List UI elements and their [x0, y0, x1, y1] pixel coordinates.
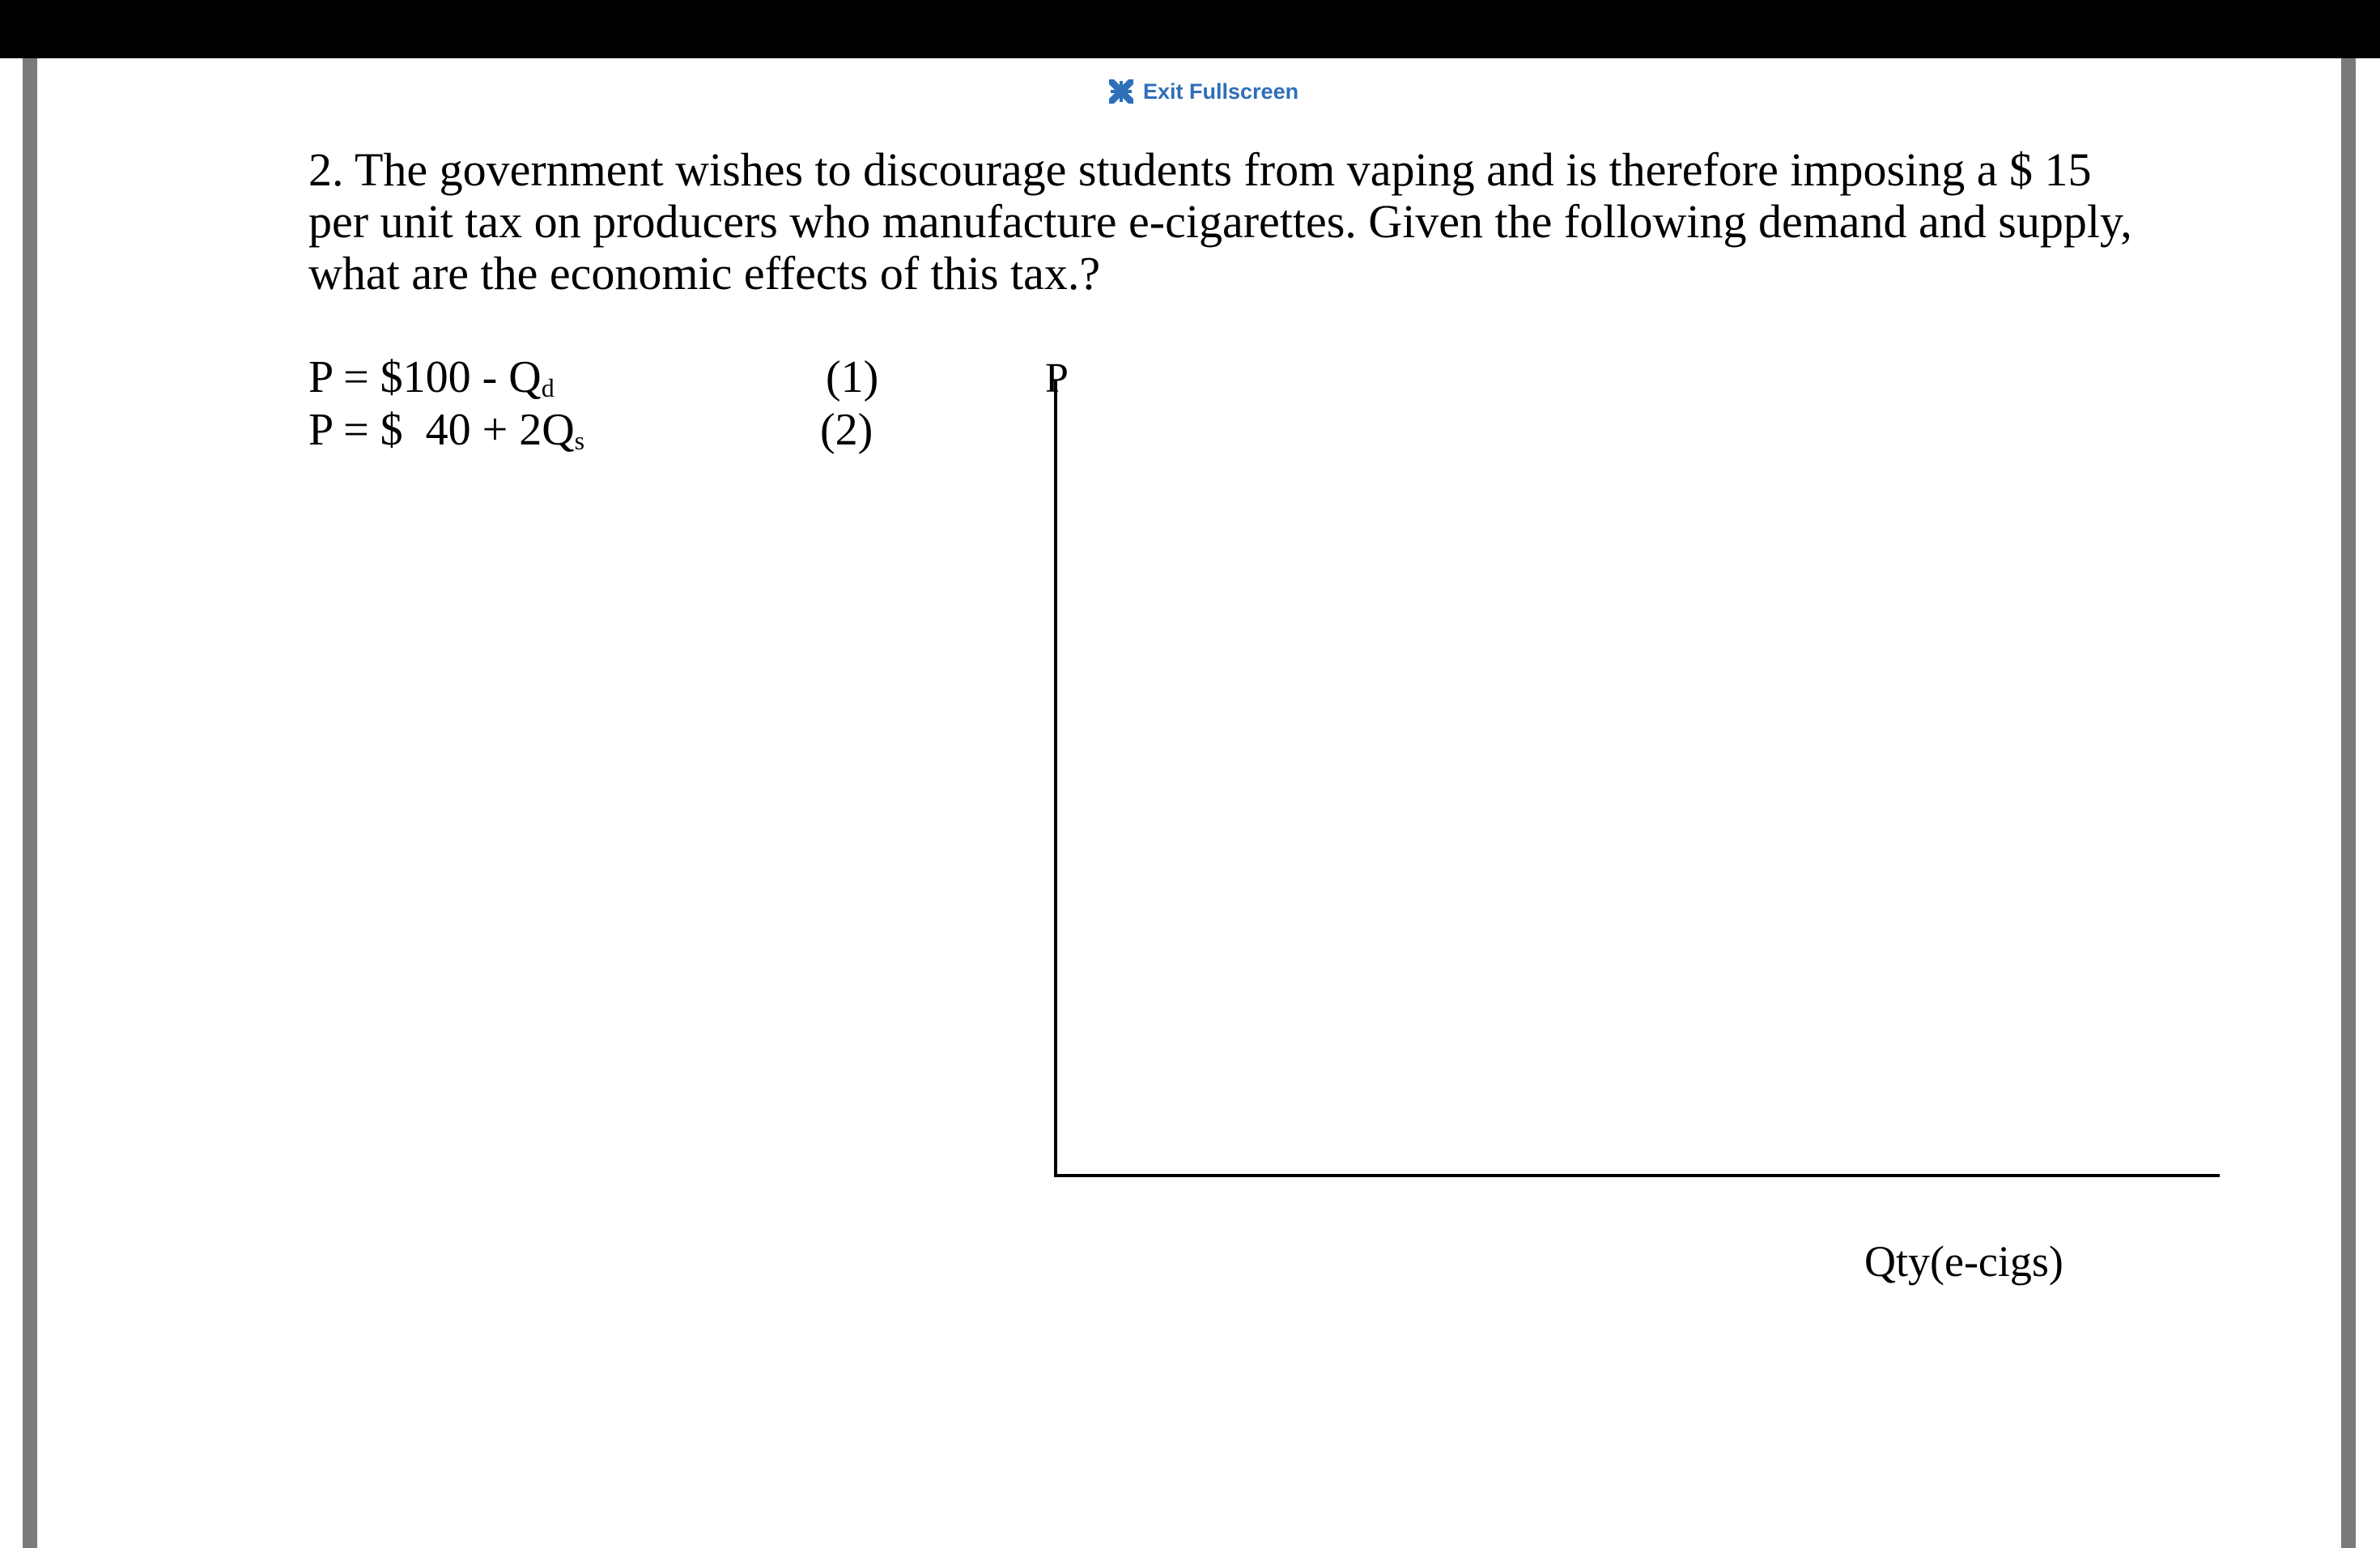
- x-axis-label: Qty(e-cigs): [1864, 1237, 2063, 1286]
- question-line: what are the economic effects of this tax.?: [308, 247, 1101, 300]
- question-line: per unit tax on producers who manufacture e-cigarettes. Given the following demand and supply,: [308, 195, 2132, 248]
- demand-equation-subscript: d: [541, 373, 555, 402]
- demand-equation-main: P = $100 - Q: [308, 352, 542, 402]
- exit-fullscreen-label: Exit Fullscreen: [1143, 79, 1299, 104]
- equation-number-2: (2): [820, 405, 873, 455]
- question-line: 2. The government wishes to discourage students from vaping and is therefore imposing a $ 15: [308, 143, 2092, 196]
- y-axis-label: P: [1045, 355, 1069, 402]
- equation-number-1: (1): [826, 352, 879, 402]
- supply-equation-subscript: s: [574, 426, 585, 455]
- supply-equation-main: P = $ 40 + 2Q: [308, 405, 575, 455]
